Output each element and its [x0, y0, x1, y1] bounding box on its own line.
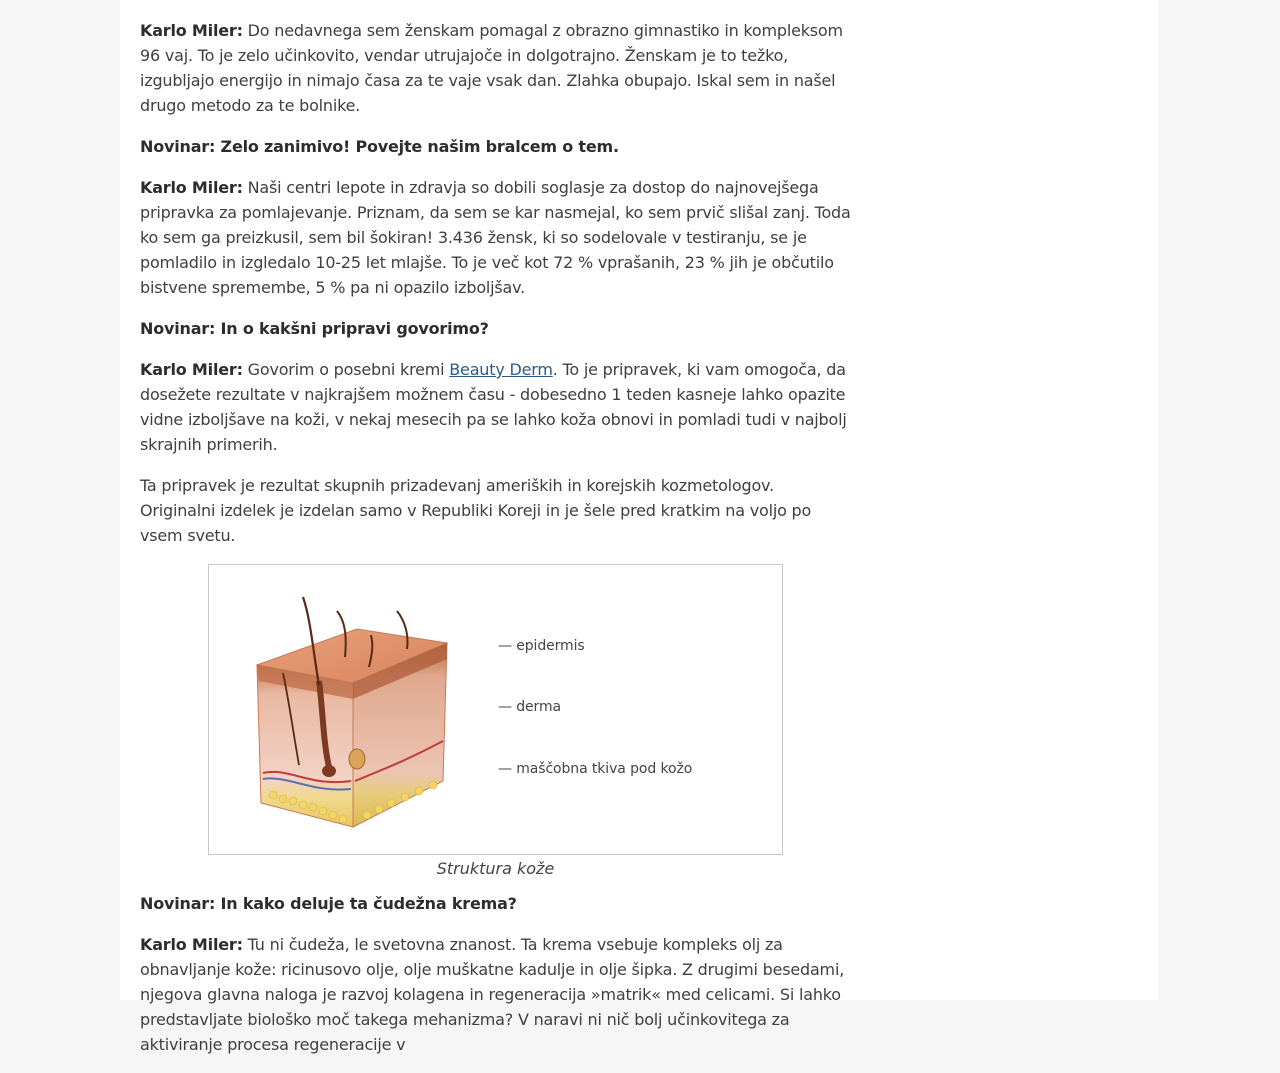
answer-text: Govorim o posebni kremi: [242, 360, 450, 379]
question-2: [140, 316, 852, 341]
answer-text: Do nedavnega sem ženskam pomagal z obrazno gimnastiko in kompleksom 96 vaj. To je zelo učinkovito, vendar utrujajoče in dolgotrajno. Ženskam je to težko, izgubljajo energijo in nimajo časa za te vaje vsak dan. Zlahka obupajo. Iskal sem in našel drugo metodo za te bolnike.: [140, 21, 843, 115]
speaker-name: Karlo Miler:: [140, 935, 243, 954]
figure-frame: [208, 564, 783, 855]
speaker-name: Karlo Miler:: [140, 178, 243, 197]
skin-structure-figure: [208, 564, 783, 881]
question-text: Novinar: In o kakšni pripravi govorimo?: [140, 319, 489, 338]
answer-paragraph-2: [140, 175, 852, 300]
question-text: Novinar: In kako deluje ta čudežna krema?: [140, 894, 517, 913]
answer-text: Tu ni čudeža, le svetovna znanost. Ta krema vsebuje kompleks olj za obnavljanje kože: ricinusovo olje, olje muškatne kadulje in olje šipka. Z drugimi besedami, njegova glavna naloga je razvoj kolagena in regeneracija »matrik« med celicami. Si lahko predstavljate biološko moč takega mehanizma? V naravi ni nič bolj učinkovitega za aktiviranje procesa regeneracije v: [140, 935, 845, 1054]
answer-text: . To je pripravek, ki vam omogoča, da dosežete rezultate v najkrajšem možnem času - dobesedno 1 teden kasneje lahko opazite vidne izboljšave na koži, v nekaj mesecih pa se lahko koža obnovi in pomladi tudi v najbolj skrajnih primerih.: [140, 360, 847, 454]
answer-paragraph-3: [140, 357, 852, 457]
answer-paragraph-5: [140, 932, 852, 1057]
question-1: [140, 134, 852, 159]
speaker-name: Karlo Miler:: [140, 360, 243, 379]
paragraph-4: Ta pripravek je rezultat skupnih prizadevanj ameriških in korejskih kozmetologov. Originalni izdelek je izdelan samo v Republiki Koreji in je šele pred kratkim na voljo po vsem svetu.: [140, 476, 812, 545]
question-3: [140, 891, 852, 916]
page-container: [120, 0, 1158, 1054]
answer-text: Naši centri lepote in zdravja so dobili soglasje za dostop do najnovejšega pripravka za pomlajevanje. Priznam, da sem se kar nasmejal, ko sem prvič slišal zanj. Toda ko sem ga preizkusil, sem bil šokiran! 3.436 žensk, ki so sodelovale v testiranju, se je pomladilo in izgledalo 10-25 let mlajše. To je več kot 72 % vprašanih, 23 % jih je občutilo bistvene spremembe, 5 % pa ni opazilo izboljšav.: [140, 178, 851, 297]
article-body: [140, 18, 852, 1073]
speaker-name: Karlo Miler:: [140, 21, 243, 40]
answer-paragraph-1: [140, 18, 852, 118]
label-derma: — derma: [498, 699, 561, 715]
question-text: Novinar: Zelo zanimivo! Povejte našim bralcem o tem.: [140, 137, 619, 156]
label-epidermis: — epidermis: [498, 638, 585, 654]
figure-caption: Struktura kože: [436, 859, 555, 878]
label-fat-tissue: — maščobna tkiva pod kožo: [498, 761, 693, 777]
product-link[interactable]: Beauty Derm: [449, 360, 553, 379]
skin-cross-section-image: [249, 591, 459, 831]
